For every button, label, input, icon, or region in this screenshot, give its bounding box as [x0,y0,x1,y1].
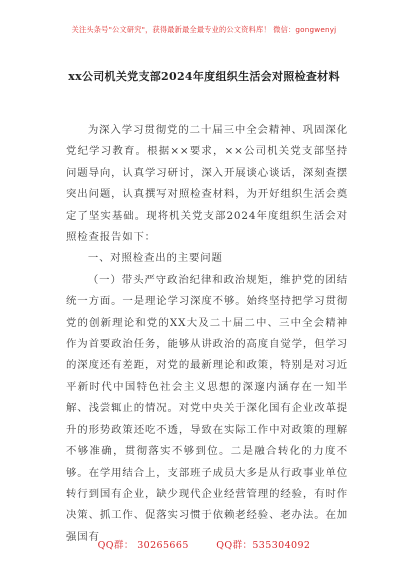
footer-contact [0,537,408,551]
body-paragraph: （一）带头严守政治纪律和政治规矩，维护党的团结统一方面。一是理论学习深度不够。始终坚持把学习贯彻党的创新理论和党的XX大及二十届二中、三中全会精神作为首要政治任务，能够从讲政治的高度自觉学，但学习的深度还有差距，对党的最新理论和政策，特别是对习近平新时代中国特色社会主义思想的深邃内涵存在一知半解、浅尝辄止的情况。对党中央关于深化国有企业改革提升的形势政策还吃不透，导致在实际工作中对政策的理解不够准确，贯彻落实不够到位。二是融合转化的力度不够。在学用结合上，支部班子成员大多是从行政事业单位转行到国有企业，缺少现代企业经营管理的经验，有时作决策、抓工作、促落实习惯于依赖老经验、老办法。在加强国有 [66,273,348,543]
qq-group-2: QQ群：535304092 [216,540,311,551]
intro-paragraph: 为深入学习贯彻党的二十届三中全会精神、巩固深化党纪学习教育。根据××要求，××公司机关党支部坚持问题导向，认真学习研讨，深入开展谈心谈话，深刻查摆突出问题，认真撰写对照检查材料，为开好组织生活会奠定了坚实基础。现将机关党支部2024年度组织生活会对照检查报告如下： [66,124,348,244]
promo-banner: 关注头条号"公文研究"，获得最新最全最专业的公文资料库！ 微信：gongwenyj [71,25,337,34]
document-body [66,120,348,548]
document-title: xx公司机关党支部2024年度组织生活会对照检查材料 [68,70,340,83]
section-heading: 一、对照检查出的主要问题 [87,252,223,265]
qq-group-1: QQ群： 30265665 [97,540,189,551]
